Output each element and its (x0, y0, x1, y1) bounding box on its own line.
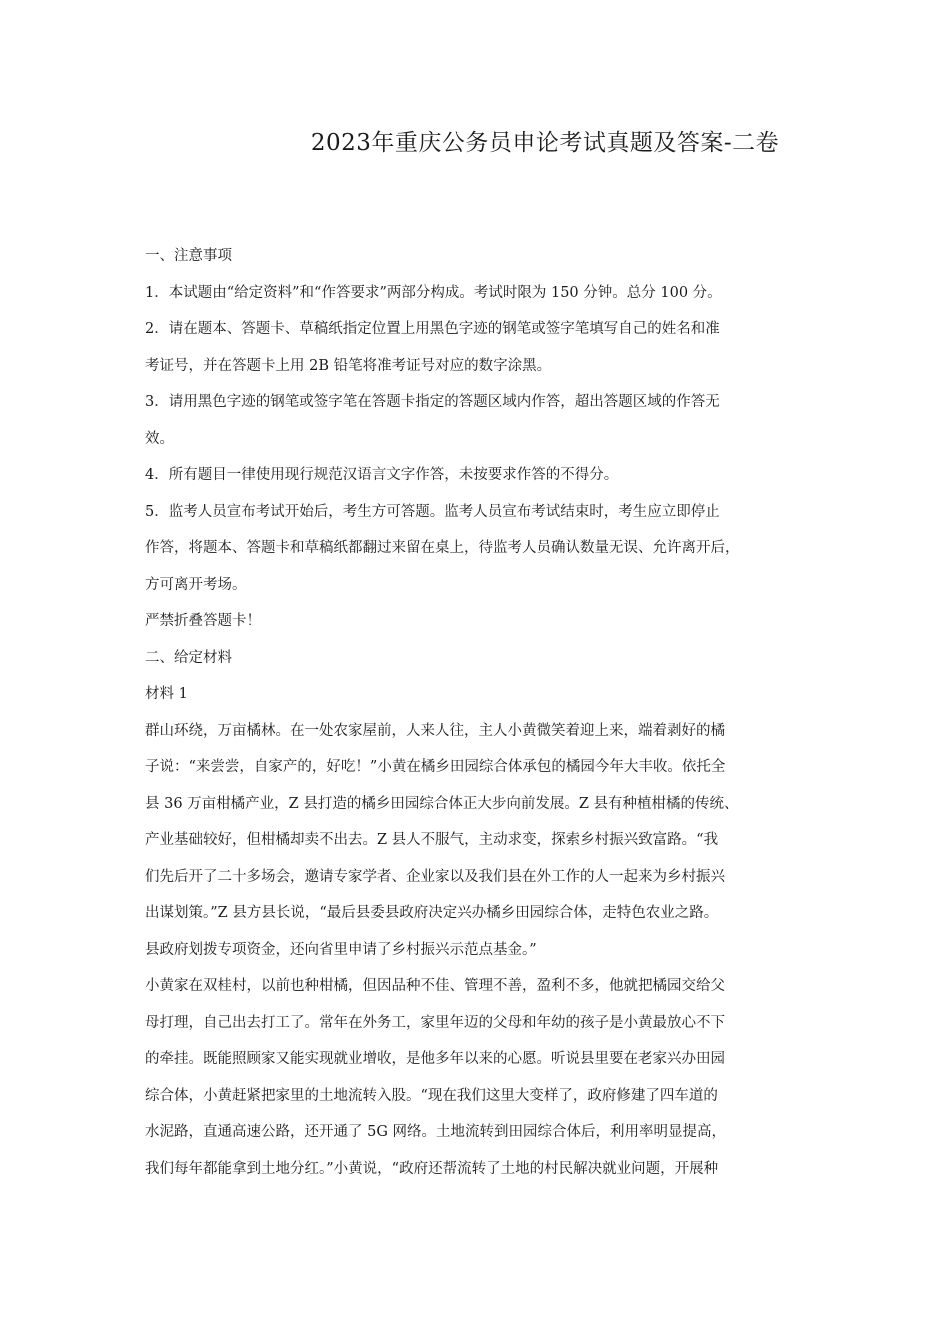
document-title: 2023年重庆公务员申论考试真题及答案-二卷 (310, 130, 780, 156)
paragraph-line: 母打理，自己出去打工了。常年在外务工，家里年迈的父母和年幼的孩子是小黄最放心不下 (145, 1014, 725, 1031)
paragraph-line: 群山环绕，万亩橘林。在一处农家屋前，人来人往，主人小黄微笑着迎上来，端着剥好的橘 (145, 722, 725, 739)
section-heading-notice: 一、注意事项 (145, 248, 232, 264)
paragraph-line: 小黄家在双桂村，以前也种柑橘，但因品种不佳、管理不善，盈利不多，他就把橘园交给父 (145, 978, 725, 994)
paragraph-line: 水泥路，直通高速公路，还开通了 5G 网络。土地流转到田园综合体后，利用率明显提高， (145, 1124, 727, 1140)
paragraph-line: 我们每年都能拿到土地分红。”小黄说，“政府还帮流转了土地的村民解决就业问题，开展种 (145, 1160, 719, 1177)
notice-warning: 严禁折叠答题卡！ (145, 613, 261, 629)
material-heading: 材料 1 (145, 686, 188, 702)
notice-item-5: 5．监考人员宣布考试开始后，考生方可答题。监考人员宣布考试结束时，考生应立即停止 (145, 503, 720, 520)
paragraph-line: 们先后开了二十多场会，邀请专家学者、企业家以及我们县在外工作的人一起来为乡村振兴 (145, 868, 725, 885)
notice-item-5-cont: 作答，将题本、答题卡和草稿纸都翻过来留在桌上，待监考人员确认数量无误、允许离开后， (145, 540, 740, 556)
notice-item-3: 3．请用黑色字迹的钢笔或签字笔在答题卡指定的答题区域内作答，超出答题区域的作答无 (145, 394, 720, 410)
notice-item-5-cont: 方可离开考场。 (145, 576, 247, 593)
paragraph-line: 出谋划策。”Z 县方县长说，“最后县委县政府决定兴办橘乡田园综合体，走特色农业之路。 (145, 905, 719, 921)
paragraph-line: 综合体，小黄赶紧把家里的土地流转入股。“现在我们这里大变样了，政府修建了四车道的 (145, 1087, 718, 1104)
paragraph-line: 子说：“来尝尝，自家产的，好吃！”小黄在橘乡田园综合体承包的橘园今年大丰收。依托全 (145, 759, 726, 775)
notice-item-2: 2．请在题本、答题卡、草稿纸指定位置上用黑色字迹的钢笔或签字笔填写自己的姓名和准 (145, 321, 720, 337)
notice-item-4: 4．所有题目一律使用现行规范汉语言文字作答，未按要求作答的不得分。 (145, 467, 619, 483)
notice-item-1: 1．本试题由“给定资料”和“作答要求”两部分构成。考试时限为 150 分钟。总分 100 分。 (145, 284, 722, 301)
section-heading-materials: 二、给定材料 (145, 649, 232, 666)
notice-item-2-cont: 考证号，并在答题卡上用 2B 铅笔将准考证号对应的数字涂黑。 (145, 357, 552, 374)
paragraph-line: 的牵挂。既能照顾家又能实现就业增收，是他多年以来的心愿。听说县里要在老家兴办田园 (145, 1051, 725, 1067)
paragraph-line: 县政府划拨专项资金，还向省里申请了乡村振兴示范点基金。” (145, 941, 537, 958)
paragraph-line: 产业基础较好，但柑橘却卖不出去。Z 县人不服气，主动求变，探索乡村振兴致富路。“我 (145, 832, 719, 848)
paragraph-line: 县 36 万亩柑橘产业，Z 县打造的橘乡田园综合体正大步向前发展。Z 县有种植柑橘的传统、 (145, 795, 739, 812)
notice-item-3-cont: 效。 (145, 430, 174, 447)
document-body (145, 244, 845, 1193)
